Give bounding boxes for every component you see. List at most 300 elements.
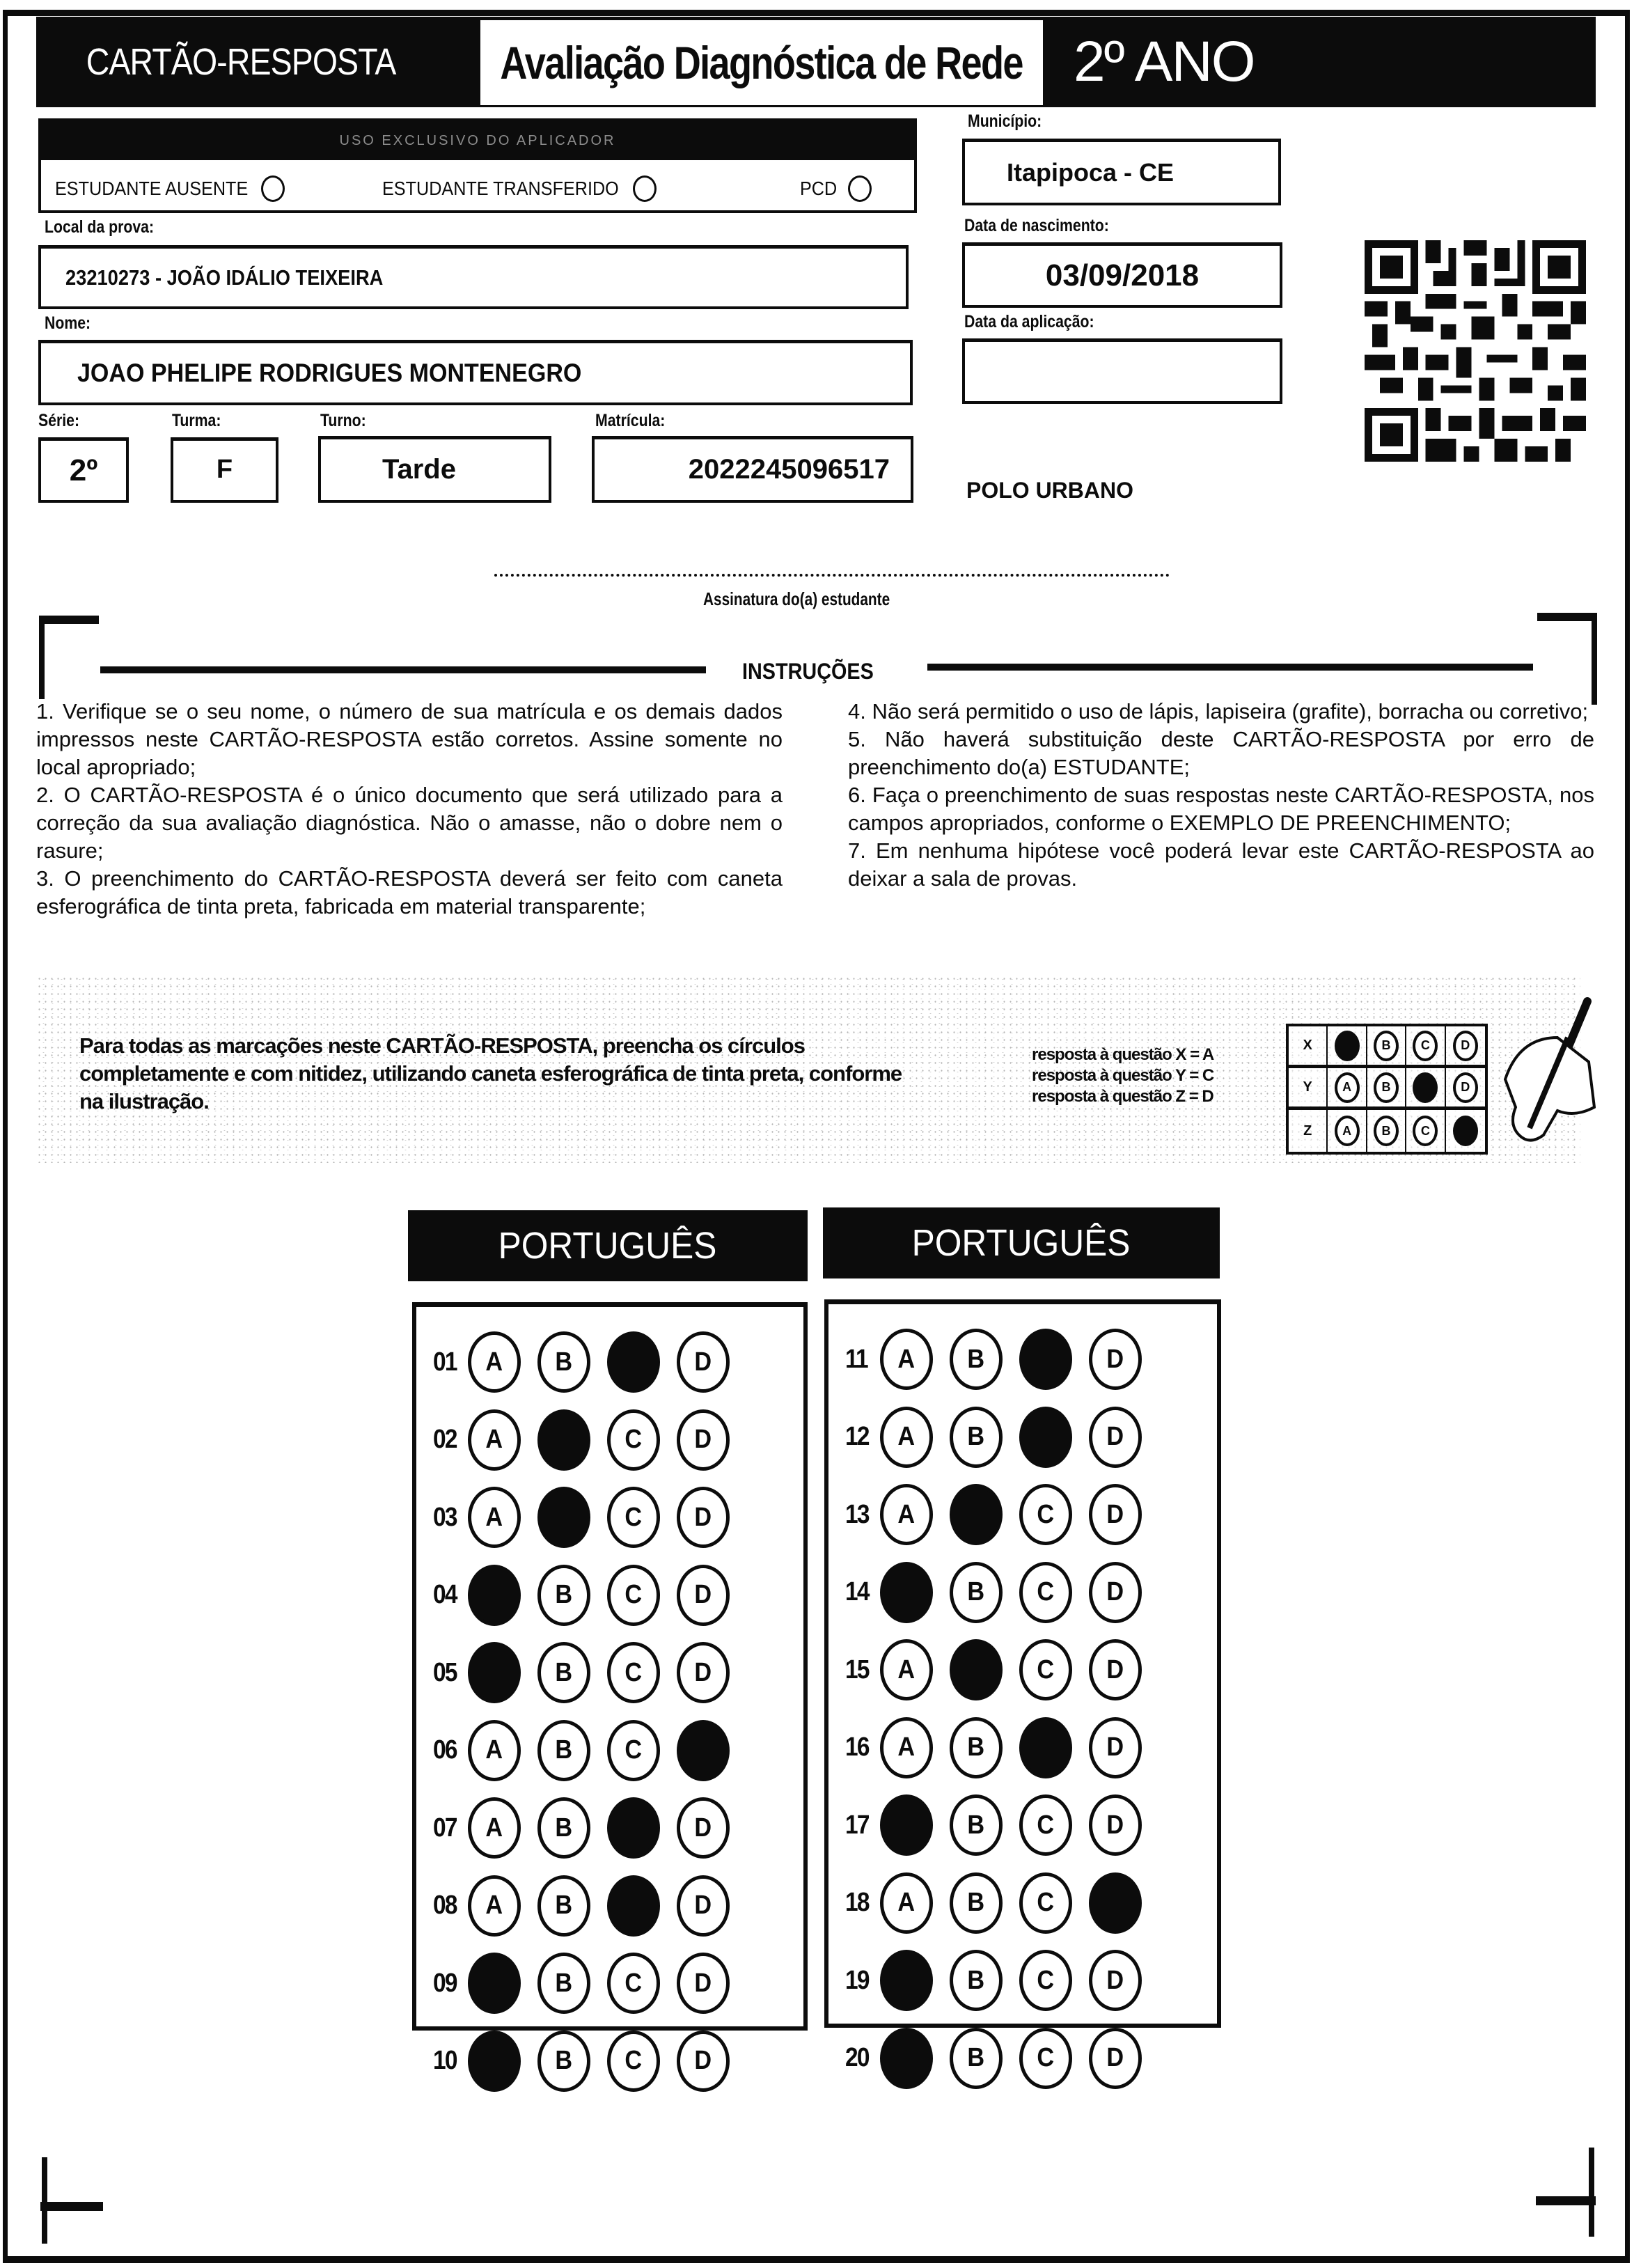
question-row — [845, 1872, 1158, 1934]
answer-bubble-c[interactable] — [1019, 2028, 1072, 2089]
answer-bubble-b[interactable] — [537, 1797, 590, 1859]
answer-bubble-d[interactable] — [677, 1797, 730, 1859]
example-cell — [1328, 1068, 1367, 1106]
answer-bubble-a[interactable] — [468, 1720, 521, 1781]
answer-bubble-a-marked[interactable] — [468, 1565, 521, 1626]
question-number: 02 — [433, 1425, 457, 1454]
example-question-label: Z — [1289, 1110, 1328, 1152]
question-number: 13 — [845, 1499, 869, 1529]
polo-label: POLO URBANO — [966, 478, 1133, 503]
example-answer-y: resposta à questão Y = C — [1032, 1066, 1214, 1085]
example-cell — [1446, 1068, 1485, 1106]
answer-bubble-b[interactable] — [950, 1407, 1003, 1468]
answer-bubble-d[interactable] — [677, 1565, 730, 1626]
answer-bubble-a-marked[interactable] — [880, 2028, 933, 2089]
bubble-letter: C — [624, 1657, 643, 1687]
bubble-letter: D — [694, 1968, 712, 1998]
example-cell — [1367, 1068, 1406, 1106]
bubble-letter: A — [485, 1735, 503, 1765]
option-estudante-transferido[interactable] — [382, 175, 657, 202]
answer-bubble-c[interactable] — [607, 1565, 660, 1626]
question-number: 19 — [845, 1965, 869, 1995]
example-bubble-c — [1413, 1072, 1438, 1103]
question-row — [433, 2030, 746, 2093]
bubble-letter — [625, 1813, 643, 1843]
bubble-letter: A — [897, 1499, 916, 1529]
local-prova-label: Local da prova: — [45, 217, 155, 237]
bubble-letter: D — [694, 1425, 712, 1454]
corner-mark-bl — [40, 2202, 103, 2211]
corner-mark-br-v — [1589, 2148, 1594, 2237]
option-estudante-ausente[interactable] — [55, 175, 285, 202]
municipio-field — [962, 139, 1281, 205]
bubble-letter: B — [555, 1580, 573, 1609]
qr-code-icon — [1365, 240, 1586, 462]
bubble-letter: D — [1106, 1810, 1124, 1840]
question-row — [433, 1641, 746, 1704]
serie-label: Série: — [38, 411, 80, 430]
answer-bubble-d[interactable] — [677, 1409, 730, 1471]
corner-mark-tr-v — [1592, 613, 1597, 705]
option-pcd[interactable] — [800, 175, 872, 202]
question-number: 16 — [845, 1733, 869, 1762]
fill-example-panel — [36, 975, 1580, 1163]
instruction-1: 1. Verifique se o seu nome, o número de sua matrícula e os demais dados impressos neste CARTÃO-RESPOSTA estão corretos. Assine somente no local apropriado; — [36, 699, 783, 779]
answer-bubble-b-marked[interactable] — [950, 1484, 1003, 1545]
corner-mark-tl-v — [39, 616, 45, 699]
example-cell — [1328, 1110, 1367, 1152]
answer-bubble-c[interactable] — [607, 1487, 660, 1548]
answer-bubble-c[interactable] — [607, 1953, 660, 2014]
example-bubble-d — [1453, 1116, 1478, 1146]
bubble-letter: B — [555, 1735, 573, 1765]
bubble-letter: C — [624, 1968, 643, 1998]
question-row — [433, 1952, 746, 2015]
instruction-4: 4. Não será permitido o uso de lápis, lapiseira (grafite), borracha ou corretivo; — [848, 699, 1589, 724]
section-title-2: PORTUGUÊS — [912, 1222, 1131, 1264]
example-bubble-b: B — [1374, 1031, 1399, 1061]
bubble-letter: C — [1037, 2043, 1055, 2072]
instruction-2: 2. O CARTÃO-RESPOSTA é o único documento que será utilizado para a correção da sua avaliação diagnóstica. Não o amasse, não o dobre nem o rasure; — [36, 783, 783, 863]
bubble-letter: D — [694, 2046, 712, 2075]
answer-bubble-b-marked[interactable] — [537, 1409, 590, 1471]
answer-bubble-c[interactable] — [1019, 1562, 1072, 1623]
question-number: 17 — [845, 1810, 869, 1840]
bubble-letter: D — [694, 1813, 712, 1843]
option-label: PCD — [800, 178, 838, 199]
bubble-letter: A — [897, 1422, 916, 1451]
instructions-title: INSTRUÇÕES — [742, 659, 874, 684]
example-bubble-c: C — [1413, 1031, 1438, 1061]
answer-bubble-d-marked[interactable] — [1089, 1872, 1142, 1934]
instruction-6: 6. Faça o preenchimento de suas respostas neste CARTÃO-RESPOSTA, nos campos apropriados, conforme o EXEMPLO DE PREENCHIMENTO; — [848, 783, 1594, 835]
answer-bubble-c[interactable] — [1019, 1639, 1072, 1700]
section-header-2 — [823, 1207, 1220, 1278]
answer-bubble-c[interactable] — [1019, 1794, 1072, 1856]
nome-field — [38, 340, 913, 405]
answer-bubble-c-marked[interactable] — [607, 1331, 660, 1393]
corner-mark-bl-v — [42, 2157, 47, 2244]
answer-bubble-b-marked[interactable] — [950, 1639, 1003, 1700]
bubble-letter: C — [1037, 1965, 1055, 1995]
answer-bubble-a[interactable] — [880, 1639, 933, 1700]
radio-circle-icon[interactable] — [261, 175, 285, 202]
bubble-letter: B — [555, 1813, 573, 1843]
local-prova-value: 23210273 - JOÃO IDÁLIO TEIXEIRA — [65, 265, 384, 290]
bubble-letter: C — [1037, 1499, 1055, 1529]
example-instruction: Para todas as marcações neste CARTÃO-RESPOSTA, preencha os círculos completamente e com nitidez, utilizando caneta esferográfica de tinta preta, conforme na ilustração. — [79, 1033, 902, 1113]
bubble-letter: D — [1106, 1965, 1124, 1995]
example-row — [1289, 1068, 1485, 1110]
hand-pen-icon — [1491, 996, 1596, 1156]
question-row — [845, 1716, 1158, 1779]
bubble-letter: A — [485, 1813, 503, 1843]
question-number: 11 — [845, 1344, 867, 1374]
question-number: 04 — [433, 1580, 457, 1609]
bubble-letter — [625, 1347, 643, 1377]
answer-bubble-b[interactable] — [950, 1717, 1003, 1778]
serie-field — [38, 437, 129, 503]
bubble-letter: C — [1037, 1810, 1055, 1840]
answer-bubble-b[interactable] — [537, 1953, 590, 2014]
answer-bubble-c[interactable] — [607, 2031, 660, 2092]
signature-label: Assinatura do(a) estudante — [703, 588, 890, 609]
matricula-value: 2022245096517 — [688, 454, 890, 485]
bubble-letter: C — [624, 1425, 643, 1454]
answer-bubble-a[interactable] — [880, 1329, 933, 1390]
example-bubble-c: C — [1413, 1116, 1438, 1146]
answer-bubble-a-marked[interactable] — [880, 1950, 933, 2011]
example-bubble-d: D — [1453, 1072, 1478, 1103]
bubble-letter: A — [897, 1888, 916, 1917]
question-row — [433, 1797, 746, 1859]
bubble-letter: C — [624, 1580, 643, 1609]
applicator-options — [41, 160, 914, 210]
bubble-letter: C — [1037, 1577, 1055, 1606]
answer-bubble-a[interactable] — [880, 1717, 933, 1778]
local-prova-field — [38, 245, 909, 309]
answer-bubble-b[interactable] — [950, 1872, 1003, 1934]
answer-bubble-a[interactable] — [468, 1331, 521, 1393]
question-row — [845, 1794, 1158, 1856]
bubble-letter: C — [1037, 1655, 1055, 1684]
answer-bubble-d[interactable] — [1089, 1329, 1142, 1390]
answer-bubble-a[interactable] — [880, 1484, 933, 1545]
bubble-letter: A — [485, 1502, 503, 1532]
bubble-letter: D — [694, 1580, 712, 1609]
instructions-rule-left — [100, 666, 706, 673]
question-row — [433, 1875, 746, 1937]
turno-label: Turno: — [320, 411, 366, 430]
bubble-letter — [898, 1811, 916, 1840]
answer-block-2 — [824, 1299, 1221, 2072]
bubble-letter: C — [624, 2046, 643, 2075]
example-answers — [1032, 1045, 1213, 1107]
answer-bubble-d[interactable] — [677, 1487, 730, 1548]
answer-bubble-d[interactable] — [1089, 1717, 1142, 1778]
data-aplicacao-field — [962, 338, 1282, 404]
question-number: 14 — [845, 1577, 869, 1606]
question-number: 01 — [433, 1347, 457, 1377]
answer-bubble-d[interactable] — [677, 1875, 730, 1937]
answer-bubble-b-marked[interactable] — [537, 1487, 590, 1548]
turma-label: Turma: — [172, 411, 221, 430]
corner-mark-tl — [39, 616, 99, 624]
bubble-letter: B — [555, 1968, 573, 1998]
turma-field — [171, 437, 278, 503]
question-row — [433, 1564, 746, 1627]
answer-bubble-a-marked[interactable] — [468, 2031, 521, 2092]
answer-bubble-b[interactable] — [950, 1794, 1003, 1856]
bubble-letter — [556, 1425, 573, 1455]
answer-bubble-d[interactable] — [677, 2031, 730, 2092]
bubble-letter — [486, 2046, 503, 2076]
nome-label: Nome: — [45, 313, 91, 333]
answer-bubble-c[interactable] — [1019, 1872, 1072, 1934]
bubble-letter — [486, 1658, 503, 1688]
answer-bubble-c[interactable] — [607, 1720, 660, 1781]
bubble-letter: B — [555, 2046, 573, 2075]
bubble-letter: A — [485, 1425, 503, 1454]
question-row — [845, 1483, 1158, 1546]
corner-mark-br — [1536, 2196, 1596, 2205]
bubble-letter — [1037, 1422, 1055, 1452]
question-row — [433, 1409, 746, 1471]
answer-bubble-c-marked[interactable] — [1019, 1329, 1072, 1390]
bubble-letter — [486, 1580, 503, 1610]
grade-year: 2º ANO — [1074, 30, 1255, 93]
bubble-letter — [898, 1966, 916, 1996]
bubble-letter: C — [624, 1502, 643, 1532]
example-bubble-b: B — [1374, 1116, 1399, 1146]
bubble-letter — [968, 1655, 985, 1685]
answer-bubble-b[interactable] — [950, 1562, 1003, 1623]
section-title-1: PORTUGUÊS — [498, 1225, 717, 1267]
question-row — [433, 1331, 746, 1393]
instruction-7: 7. Em nenhuma hipótese você poderá levar este CARTÃO-RESPOSTA ao deixar a sala de provas. — [848, 838, 1594, 891]
answer-bubble-b[interactable] — [537, 1720, 590, 1781]
bubble-letter: D — [1106, 1577, 1124, 1606]
answer-block-1 — [412, 1302, 808, 2075]
municipio-label: Município: — [968, 111, 1042, 131]
question-number: 15 — [845, 1655, 869, 1684]
bubble-letter: B — [555, 1891, 573, 1920]
question-row — [433, 1719, 746, 1782]
bubble-letter: D — [1106, 1733, 1124, 1762]
question-row — [845, 1406, 1158, 1469]
answer-bubble-a[interactable] — [880, 1407, 933, 1468]
bubble-letter — [556, 1503, 573, 1533]
bubble-letter: B — [967, 1733, 985, 1762]
bubble-letter — [486, 1969, 503, 1999]
question-number: 18 — [845, 1888, 869, 1917]
question-row — [433, 1486, 746, 1549]
question-row — [845, 2027, 1158, 2090]
municipio-value: Itapipoca - CE — [1007, 157, 1175, 187]
bubble-letter: A — [897, 1733, 916, 1762]
bubble-letter — [1107, 1888, 1124, 1918]
answer-bubble-c-marked[interactable] — [607, 1875, 660, 1937]
example-answer-z: resposta à questão Z = D — [1032, 1087, 1213, 1106]
example-row — [1289, 1026, 1485, 1068]
question-number: 08 — [433, 1891, 457, 1920]
signature-line[interactable] — [494, 574, 1170, 577]
data-nascimento-label: Data de nascimento: — [964, 216, 1109, 235]
matricula-field — [592, 436, 913, 503]
example-cell — [1406, 1026, 1445, 1065]
answer-bubble-d[interactable] — [677, 1642, 730, 1703]
answer-bubble-a[interactable] — [468, 1409, 521, 1471]
example-cell — [1328, 1026, 1367, 1065]
answer-bubble-a-marked[interactable] — [880, 1794, 933, 1856]
header-banner — [36, 17, 1596, 107]
applicator-box — [38, 118, 917, 213]
question-row — [845, 1949, 1158, 2012]
answer-bubble-d[interactable] — [677, 1953, 730, 2014]
turno-value: Tarde — [382, 454, 456, 485]
answer-bubble-c-marked[interactable] — [1019, 1717, 1072, 1778]
answer-bubble-b[interactable] — [950, 1950, 1003, 2011]
answer-bubble-c[interactable] — [1019, 1484, 1072, 1545]
data-nascimento-field — [962, 242, 1282, 308]
instructions-rule-right — [927, 664, 1533, 671]
answer-bubble-d[interactable] — [1089, 1484, 1142, 1545]
instructions-right — [848, 698, 1594, 893]
question-number: 03 — [433, 1502, 457, 1532]
answer-bubble-d[interactable] — [1089, 1562, 1142, 1623]
answer-bubble-d[interactable] — [1089, 1950, 1142, 2011]
bubble-letter — [695, 1735, 712, 1765]
answer-bubble-a[interactable] — [468, 1487, 521, 1548]
answer-bubble-a-marked[interactable] — [880, 1562, 933, 1623]
corner-mark-tr — [1537, 613, 1597, 621]
example-bubble-b: B — [1374, 1072, 1399, 1103]
bubble-letter: D — [694, 1347, 712, 1377]
question-row — [845, 1561, 1158, 1624]
bubble-letter: B — [555, 1347, 573, 1377]
bubble-letter — [968, 1500, 985, 1530]
bubble-letter: D — [1106, 1422, 1124, 1451]
bubble-letter: D — [694, 1657, 712, 1687]
answer-bubble-c[interactable] — [607, 1642, 660, 1703]
instructions-left — [36, 698, 783, 921]
bubble-letter — [898, 2043, 916, 2073]
bubble-letter — [1037, 1345, 1055, 1375]
answer-bubble-d[interactable] — [1089, 2028, 1142, 2089]
answer-bubble-b[interactable] — [537, 1331, 590, 1393]
bubble-letter: D — [1106, 1499, 1124, 1529]
radio-circle-icon[interactable] — [633, 175, 657, 202]
example-row — [1289, 1110, 1485, 1152]
answer-bubble-b[interactable] — [537, 2031, 590, 2092]
answer-bubble-a-marked[interactable] — [468, 1642, 521, 1703]
bubble-letter: A — [485, 1347, 503, 1377]
evaluation-title — [480, 20, 1043, 105]
answer-bubble-c[interactable] — [1019, 1950, 1072, 2011]
evaluation-title-text: Avaliação Diagnóstica de Rede — [500, 37, 1023, 88]
answer-bubble-c[interactable] — [607, 1409, 660, 1471]
answer-bubble-d-marked[interactable] — [677, 1720, 730, 1781]
bubble-letter — [625, 1891, 643, 1921]
answer-bubble-a[interactable] — [880, 1872, 933, 1934]
answer-bubble-d[interactable] — [1089, 1639, 1142, 1700]
question-number: 09 — [433, 1968, 457, 1998]
bubble-letter: B — [967, 1888, 985, 1917]
bubble-letter: D — [1106, 1344, 1124, 1374]
example-bubble-a — [1335, 1031, 1360, 1061]
answer-bubble-a[interactable] — [468, 1797, 521, 1859]
answer-bubble-d[interactable] — [677, 1331, 730, 1393]
bubble-letter: D — [694, 1502, 712, 1532]
example-bubble-d: D — [1453, 1031, 1478, 1061]
answer-bubble-b[interactable] — [537, 1565, 590, 1626]
instruction-3: 3. O preenchimento do CARTÃO-RESPOSTA deverá ser feito com caneta esferográfica de tinta preta, fabricada em material transparente; — [36, 866, 783, 918]
bubble-letter: C — [1037, 1888, 1055, 1917]
example-cell — [1406, 1110, 1445, 1152]
answer-bubble-b[interactable] — [537, 1642, 590, 1703]
question-number: 06 — [433, 1735, 457, 1765]
example-cell — [1446, 1026, 1485, 1065]
section-header-1 — [408, 1210, 808, 1281]
bubble-letter: B — [967, 2043, 985, 2072]
bubble-letter: D — [1106, 2043, 1124, 2072]
bubble-letter: B — [967, 1344, 985, 1374]
question-number: 07 — [433, 1813, 457, 1843]
instruction-5: 5. Não haverá substituição deste CARTÃO-RESPOSTA por erro de preenchimento do(a) ESTUDANTE; — [848, 727, 1594, 779]
example-question-label: Y — [1289, 1068, 1328, 1106]
question-row — [845, 1639, 1158, 1701]
bubble-letter: A — [485, 1891, 503, 1920]
example-question-label: X — [1289, 1026, 1328, 1065]
bubble-letter: B — [967, 1810, 985, 1840]
bubble-letter: B — [555, 1657, 573, 1687]
bubble-letter: B — [967, 1577, 985, 1606]
example-cell — [1367, 1026, 1406, 1065]
answer-bubble-b[interactable] — [537, 1875, 590, 1937]
turno-field — [318, 436, 551, 503]
applicator-bar: USO EXCLUSIVO DO APLICADOR — [41, 121, 914, 160]
answer-bubble-a[interactable] — [468, 1875, 521, 1937]
serie-value: 2º — [69, 453, 98, 487]
question-number: 20 — [845, 2043, 869, 2072]
option-label: ESTUDANTE AUSENTE — [55, 178, 249, 199]
bubble-letter — [1037, 1733, 1055, 1762]
answer-bubble-d[interactable] — [1089, 1407, 1142, 1468]
bubble-letter: A — [897, 1344, 916, 1374]
answer-bubble-a-marked[interactable] — [468, 1953, 521, 2014]
bubble-letter: C — [624, 1735, 643, 1765]
data-nascimento-value: 03/09/2018 — [1045, 258, 1200, 292]
bubble-letter: D — [694, 1891, 712, 1920]
bubble-letter — [898, 1577, 916, 1607]
radio-circle-icon[interactable] — [848, 175, 872, 202]
example-bubble-a: A — [1335, 1116, 1360, 1146]
bubble-letter: B — [967, 1422, 985, 1451]
question-number: 12 — [845, 1422, 869, 1451]
bubble-letter: A — [897, 1655, 916, 1684]
answer-bubble-b[interactable] — [950, 1329, 1003, 1390]
question-number: 10 — [433, 2046, 457, 2075]
answer-bubble-c-marked[interactable] — [607, 1797, 660, 1859]
example-cell — [1406, 1068, 1445, 1106]
answer-bubble-b[interactable] — [950, 2028, 1003, 2089]
example-cell — [1367, 1110, 1406, 1152]
example-cell — [1446, 1110, 1485, 1152]
turma-value: F — [216, 455, 233, 484]
answer-bubble-d[interactable] — [1089, 1794, 1142, 1856]
answer-bubble-c-marked[interactable] — [1019, 1407, 1072, 1468]
data-aplicacao-label: Data da aplicação: — [964, 312, 1094, 331]
